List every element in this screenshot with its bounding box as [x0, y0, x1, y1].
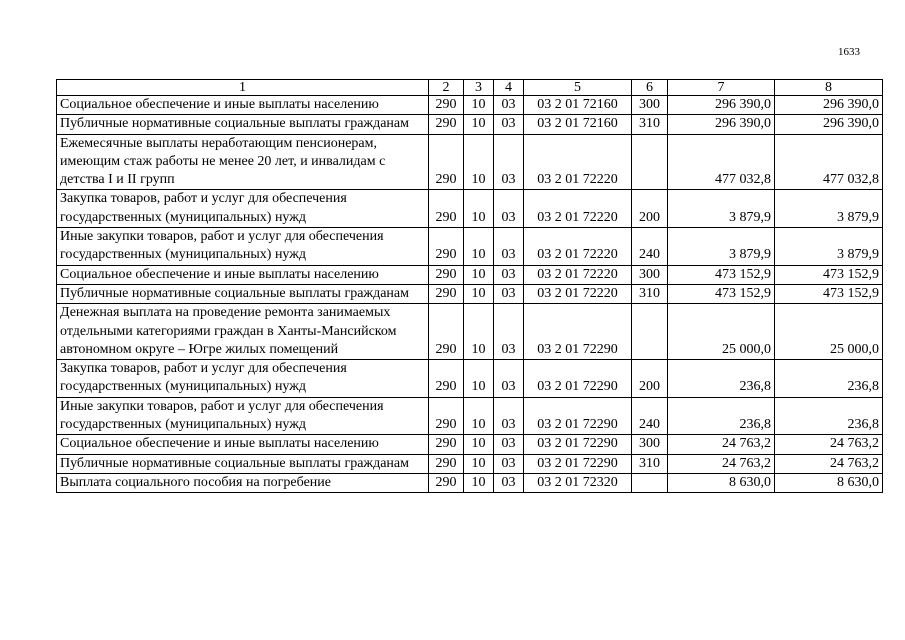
column-header: 6	[632, 80, 668, 96]
cell-col6: 200	[632, 190, 668, 228]
cell-col4: 03	[494, 304, 524, 360]
cell-col7: 25 000,0	[668, 304, 775, 360]
row-description: Публичные нормативные социальные выплаты гражданам	[57, 454, 429, 473]
row-description: Закупка товаров, работ и услуг для обеспечения государственных (муниципальных) нужд	[57, 190, 429, 228]
row-description: Публичные нормативные социальные выплаты гражданам	[57, 284, 429, 303]
cell-col6	[632, 134, 668, 190]
table-row	[57, 190, 883, 228]
cell-col5: 03 2 01 72160	[524, 115, 632, 134]
cell-col4: 03	[494, 397, 524, 435]
cell-col3: 10	[464, 115, 494, 134]
table-row	[57, 284, 883, 303]
table-row	[57, 360, 883, 398]
cell-col2: 290	[429, 265, 464, 284]
cell-col3: 10	[464, 228, 494, 266]
cell-col5: 03 2 01 72160	[524, 96, 632, 115]
cell-col3: 10	[464, 265, 494, 284]
cell-col6: 300	[632, 96, 668, 115]
budget-table	[56, 79, 883, 493]
column-header: 4	[494, 80, 524, 96]
cell-col8: 296 390,0	[775, 115, 883, 134]
column-header: 7	[668, 80, 775, 96]
cell-col5: 03 2 01 72220	[524, 134, 632, 190]
cell-col3: 10	[464, 473, 494, 492]
cell-col4: 03	[494, 228, 524, 266]
cell-col8: 25 000,0	[775, 304, 883, 360]
cell-col3: 10	[464, 284, 494, 303]
cell-col5: 03 2 01 72290	[524, 435, 632, 454]
cell-col5: 03 2 01 72220	[524, 228, 632, 266]
cell-col2: 290	[429, 473, 464, 492]
cell-col2: 290	[429, 435, 464, 454]
cell-col5: 03 2 01 72220	[524, 265, 632, 284]
cell-col5: 03 2 01 72290	[524, 304, 632, 360]
cell-col2: 290	[429, 190, 464, 228]
cell-col7: 473 152,9	[668, 265, 775, 284]
cell-col6: 200	[632, 360, 668, 398]
cell-col5: 03 2 01 72220	[524, 284, 632, 303]
table-header-row	[57, 80, 883, 96]
cell-col6: 300	[632, 265, 668, 284]
cell-col4: 03	[494, 473, 524, 492]
cell-col2: 290	[429, 397, 464, 435]
cell-col3: 10	[464, 304, 494, 360]
table-row	[57, 397, 883, 435]
cell-col4: 03	[494, 134, 524, 190]
cell-col6	[632, 304, 668, 360]
table-row	[57, 228, 883, 266]
cell-col4: 03	[494, 265, 524, 284]
row-description: Закупка товаров, работ и услуг для обеспечения государственных (муниципальных) нужд	[57, 360, 429, 398]
table-row	[57, 265, 883, 284]
cell-col5: 03 2 01 72290	[524, 360, 632, 398]
cell-col4: 03	[494, 360, 524, 398]
cell-col4: 03	[494, 435, 524, 454]
cell-col7: 24 763,2	[668, 454, 775, 473]
cell-col3: 10	[464, 397, 494, 435]
row-description: Социальное обеспечение и иные выплаты населению	[57, 265, 429, 284]
cell-col2: 290	[429, 360, 464, 398]
table-row	[57, 435, 883, 454]
cell-col2: 290	[429, 454, 464, 473]
cell-col3: 10	[464, 454, 494, 473]
cell-col3: 10	[464, 134, 494, 190]
cell-col7: 296 390,0	[668, 115, 775, 134]
row-description: Социальное обеспечение и иные выплаты населению	[57, 435, 429, 454]
table-row	[57, 115, 883, 134]
table-row	[57, 134, 883, 190]
cell-col6	[632, 473, 668, 492]
cell-col6: 310	[632, 284, 668, 303]
cell-col8: 477 032,8	[775, 134, 883, 190]
cell-col7: 236,8	[668, 360, 775, 398]
cell-col6: 300	[632, 435, 668, 454]
cell-col3: 10	[464, 360, 494, 398]
cell-col4: 03	[494, 96, 524, 115]
row-description: Иные закупки товаров, работ и услуг для обеспечения государственных (муниципальных) нужд	[57, 397, 429, 435]
cell-col8: 236,8	[775, 397, 883, 435]
cell-col4: 03	[494, 190, 524, 228]
cell-col6: 310	[632, 115, 668, 134]
cell-col7: 236,8	[668, 397, 775, 435]
cell-col4: 03	[494, 284, 524, 303]
cell-col7: 3 879,9	[668, 228, 775, 266]
cell-col2: 290	[429, 304, 464, 360]
cell-col7: 296 390,0	[668, 96, 775, 115]
page-number: 1633	[838, 46, 860, 58]
cell-col8: 8 630,0	[775, 473, 883, 492]
cell-col5: 03 2 01 72320	[524, 473, 632, 492]
cell-col5: 03 2 01 72220	[524, 190, 632, 228]
cell-col6: 240	[632, 228, 668, 266]
cell-col3: 10	[464, 435, 494, 454]
row-description: Денежная выплата на проведение ремонта занимаемых отдельными категориями граждан в Ханты-Мансийском автономном округе – Югре жилых помещений	[57, 304, 429, 360]
cell-col4: 03	[494, 454, 524, 473]
table-row	[57, 454, 883, 473]
table-row	[57, 473, 883, 492]
cell-col7: 477 032,8	[668, 134, 775, 190]
cell-col7: 24 763,2	[668, 435, 775, 454]
cell-col2: 290	[429, 228, 464, 266]
cell-col8: 236,8	[775, 360, 883, 398]
cell-col8: 24 763,2	[775, 435, 883, 454]
cell-col2: 290	[429, 115, 464, 134]
cell-col5: 03 2 01 72290	[524, 397, 632, 435]
cell-col6: 310	[632, 454, 668, 473]
cell-col3: 10	[464, 96, 494, 115]
cell-col2: 290	[429, 96, 464, 115]
row-description: Ежемесячные выплаты неработающим пенсионерам, имеющим стаж работы не менее 20 лет, и инвалидам с детства I и II групп	[57, 134, 429, 190]
column-header: 3	[464, 80, 494, 96]
cell-col2: 290	[429, 284, 464, 303]
cell-col8: 24 763,2	[775, 454, 883, 473]
row-description: Социальное обеспечение и иные выплаты населению	[57, 96, 429, 115]
cell-col8: 296 390,0	[775, 96, 883, 115]
cell-col8: 3 879,9	[775, 228, 883, 266]
column-header: 5	[524, 80, 632, 96]
table-row	[57, 96, 883, 115]
cell-col3: 10	[464, 190, 494, 228]
cell-col2: 290	[429, 134, 464, 190]
column-header: 8	[775, 80, 883, 96]
cell-col8: 473 152,9	[775, 284, 883, 303]
column-header: 2	[429, 80, 464, 96]
cell-col7: 3 879,9	[668, 190, 775, 228]
table-row	[57, 304, 883, 360]
cell-col6: 240	[632, 397, 668, 435]
column-header: 1	[57, 80, 429, 96]
cell-col8: 3 879,9	[775, 190, 883, 228]
cell-col8: 473 152,9	[775, 265, 883, 284]
cell-col7: 8 630,0	[668, 473, 775, 492]
cell-col7: 473 152,9	[668, 284, 775, 303]
cell-col4: 03	[494, 115, 524, 134]
row-description: Публичные нормативные социальные выплаты гражданам	[57, 115, 429, 134]
row-description: Иные закупки товаров, работ и услуг для обеспечения государственных (муниципальных) нужд	[57, 228, 429, 266]
row-description: Выплата социального пособия на погребение	[57, 473, 429, 492]
cell-col5: 03 2 01 72290	[524, 454, 632, 473]
